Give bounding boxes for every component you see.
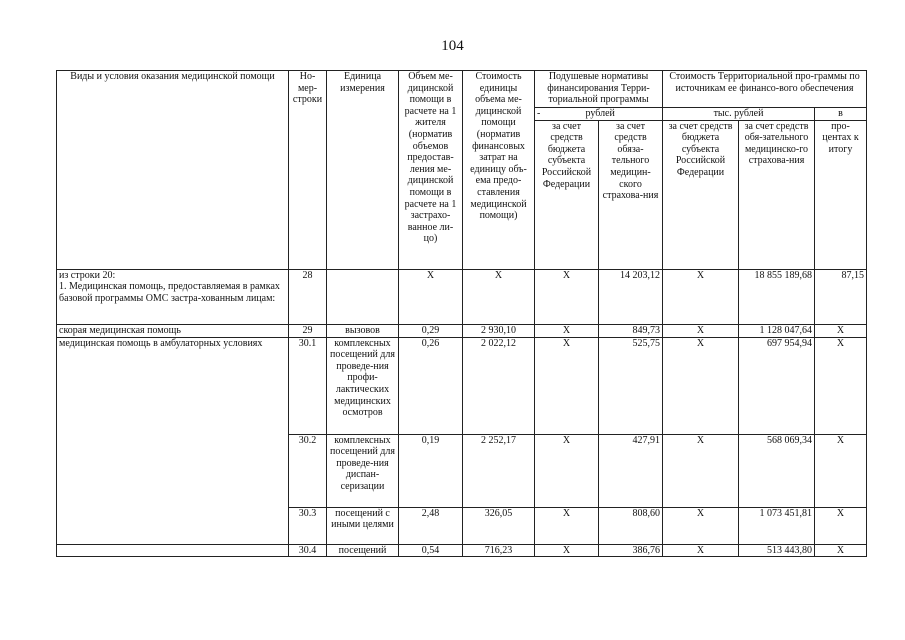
row-number: 30.3 (289, 507, 327, 544)
row-unit: вызовов (327, 324, 399, 337)
row-unit: посещений с иными целями (327, 507, 399, 544)
table-row (57, 324, 867, 337)
row-pc-oms: 808,60 (599, 507, 663, 544)
row-pc-oms: 525,75 (599, 337, 663, 434)
header-unit-cost: Стоимость единицы объема ме-дицинской помощи (норматив финансовых затрат на единицу объ-ема предо-ставления медицинской помощи) (463, 71, 535, 270)
row-cost: 2 252,17 (463, 434, 535, 507)
header-row (57, 71, 867, 108)
row-cost: 2 930,10 (463, 324, 535, 337)
row-c-budget: Х (663, 337, 739, 434)
row-c-budget: Х (663, 507, 739, 544)
row-c-budget: Х (663, 324, 739, 337)
row-pc-oms: 386,76 (599, 544, 663, 557)
row-c-percent: Х (815, 324, 867, 337)
row-pc-budget: Х (535, 434, 599, 507)
row-volume: 0,54 (399, 544, 463, 557)
header-c-percent: про-центах к итогу (815, 120, 867, 269)
row-pc-budget: Х (535, 324, 599, 337)
header-pc-oms: за счет средств обяза-тельного медицин-ского страхова-ния (599, 120, 663, 269)
row-pc-budget: Х (535, 337, 599, 434)
row-volume: 2,48 (399, 507, 463, 544)
row-volume: 0,29 (399, 324, 463, 337)
header-unit-thousand: тыс. рублей (663, 108, 815, 121)
row-c-percent: Х (815, 544, 867, 557)
header-volume: Объем ме-дицинской помощи в расчете на 1 жителя (норматив объемов предостав-ления ме-дицинской помощи в расчете на 1 застрахо-ванное ли-цо) (399, 71, 463, 270)
row-name (57, 544, 289, 557)
row-cost: Х (463, 269, 535, 324)
row-c-percent: Х (815, 337, 867, 434)
table-row (57, 544, 867, 557)
row-number: 28 (289, 269, 327, 324)
row-volume: 0,19 (399, 434, 463, 507)
row-pc-budget: Х (535, 269, 599, 324)
header-per-capita-group: Подушевые нормативы финансирования Терри-ториальной программы (535, 71, 663, 108)
row-cost: 326,05 (463, 507, 535, 544)
header-row-number: Но-мер-строки (289, 71, 327, 270)
row-cost: 716,23 (463, 544, 535, 557)
row-c-percent: Х (815, 507, 867, 544)
row-number: 30.4 (289, 544, 327, 557)
header-unit-percent: в (815, 108, 867, 121)
row-number: 29 (289, 324, 327, 337)
row-c-oms: 513 443,80 (739, 544, 815, 557)
table-row (57, 269, 867, 324)
row-unit (327, 269, 399, 324)
row-c-budget: Х (663, 434, 739, 507)
row-c-budget: Х (663, 544, 739, 557)
row-cost: 2 022,12 (463, 337, 535, 434)
header-c-oms: за счет средств обя-зательного медицинско-го страхова-ния (739, 120, 815, 269)
table-row (57, 337, 867, 434)
row-c-oms: 697 954,94 (739, 337, 815, 434)
row-pc-oms: 849,73 (599, 324, 663, 337)
header-unit: Единица измерения (327, 71, 399, 270)
row-pc-oms: 427,91 (599, 434, 663, 507)
row-number: 30.2 (289, 434, 327, 507)
financing-table (56, 70, 867, 557)
row-unit: посещений (327, 544, 399, 557)
header-pc-budget: за счет средств бюджета субъекта Российской Федерации (535, 120, 599, 269)
row-c-percent: Х (815, 434, 867, 507)
row-name: медицинская помощь в амбулаторных условиях (57, 337, 289, 544)
row-unit: комплексных посещений для проведе-ния диспан-серизации (327, 434, 399, 507)
row-c-budget: Х (663, 269, 739, 324)
page-number: 104 (441, 38, 464, 54)
row-c-oms: 18 855 189,68 (739, 269, 815, 324)
row-pc-budget: Х (535, 544, 599, 557)
header-unit-rub-dash: - (537, 108, 541, 119)
row-pc-oms: 14 203,12 (599, 269, 663, 324)
header-kinds: Виды и условия оказания медицинской помощи (57, 71, 289, 270)
row-c-oms: 1 128 047,64 (739, 324, 815, 337)
header-unit-rub (535, 108, 663, 121)
row-number: 30.1 (289, 337, 327, 434)
row-unit: комплексных посещений для проведе-ния профи-лактических медицинских осмотров (327, 337, 399, 434)
row-c-oms: 1 073 451,81 (739, 507, 815, 544)
row-name: скорая медицинская помощь (57, 324, 289, 337)
header-unit-rub-label: рублей (585, 108, 615, 119)
row-volume: Х (399, 269, 463, 324)
row-c-oms: 568 069,34 (739, 434, 815, 507)
row-volume: 0,26 (399, 337, 463, 434)
header-cost-group: Стоимость Территориальной про-граммы по источникам ее финансо-вого обеспечения (663, 71, 867, 108)
header-c-budget: за счет средств бюджета субъекта Российской Федерации (663, 120, 739, 269)
row-name: из строки 20: 1. Медицинская помощь, предоставляемая в рамках базовой программы ОМС застра-хованным лицам: (57, 269, 289, 324)
row-pc-budget: Х (535, 507, 599, 544)
row-c-percent: 87,15 (815, 269, 867, 324)
